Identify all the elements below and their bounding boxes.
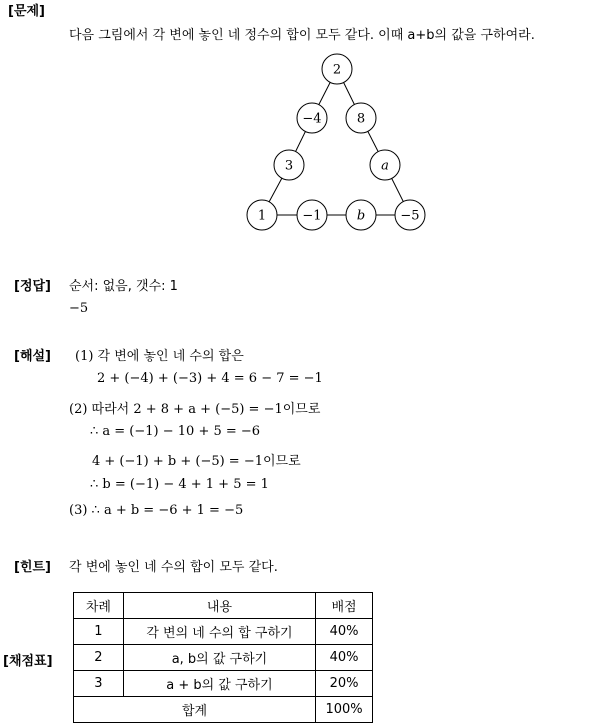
solution-line: (1) 각 변에 놓인 네 수의 합은 [75,349,244,364]
problem-label: [문제] [8,4,45,19]
hint-text: 각 변에 놓인 네 수의 합이 모두 같다. [69,560,278,575]
table-cell: 2 [74,645,124,671]
table-cell: 20% [316,671,373,697]
hint-label: [힌트] [14,560,51,575]
solution-line: 4 + (−1) + b + (−5) = −1이므로 [92,454,301,469]
table-header-cell: 내용 [123,593,315,619]
table-total-row [74,697,373,723]
table-cell: 3 [74,671,124,697]
figure-node-label: 1 [257,208,267,224]
table-total-value: 100% [316,697,373,723]
figure-node-label: 8 [356,111,366,127]
table-cell: 40% [316,619,373,645]
scoring-table [73,592,373,723]
table-header-cell: 배점 [316,593,373,619]
table-cell: a, b의 값 구하기 [123,645,315,671]
figure-node-label: −1 [302,208,322,224]
solution-label: [해설] [14,349,51,364]
scoring-label: [채점표] [3,654,53,669]
table-header-cell: 차례 [74,593,124,619]
figure-node-label: −5 [400,208,420,224]
problem-text: 다음 그림에서 각 변에 놓인 네 정수의 합이 모두 같다. 이때 a+b의 값을 구하여라. [69,28,535,43]
answer-label: [정답] [14,279,51,294]
table-cell: 40% [316,645,373,671]
table-row [74,645,373,671]
figure-edges [262,69,410,215]
solution-line: (3) ∴ a + b = −6 + 1 = −5 [69,503,244,518]
figure-node-label: 3 [284,158,294,174]
table-row [74,671,373,697]
figure-node-label: b [356,208,366,224]
table-header-row [74,593,373,619]
solution-line: (2) 따라서 2 + 8 + a + (−5) = −1이므로 [69,402,321,417]
table-cell: 1 [74,619,124,645]
table-cell: a + b의 값 구하기 [123,671,315,697]
answer-value: −5 [69,301,89,316]
solution-line: ∴ a = (−1) − 10 + 5 = −6 [90,424,261,439]
table-cell: 각 변의 네 수의 합 구하기 [123,619,315,645]
solution-line: 2 + (−4) + (−3) + 4 = 6 − 7 = −1 [97,371,323,386]
table-total-label: 합계 [74,697,316,723]
triangle-figure [240,52,430,232]
figure-node-label: a [381,158,389,174]
figure-node-label: 2 [332,62,342,78]
solution-line: ∴ b = (−1) − 4 + 1 + 5 = 1 [90,477,269,492]
figure-node-label: −4 [302,111,322,127]
table-row [74,619,373,645]
answer-meta: 순서: 없음, 갯수: 1 [69,279,178,294]
